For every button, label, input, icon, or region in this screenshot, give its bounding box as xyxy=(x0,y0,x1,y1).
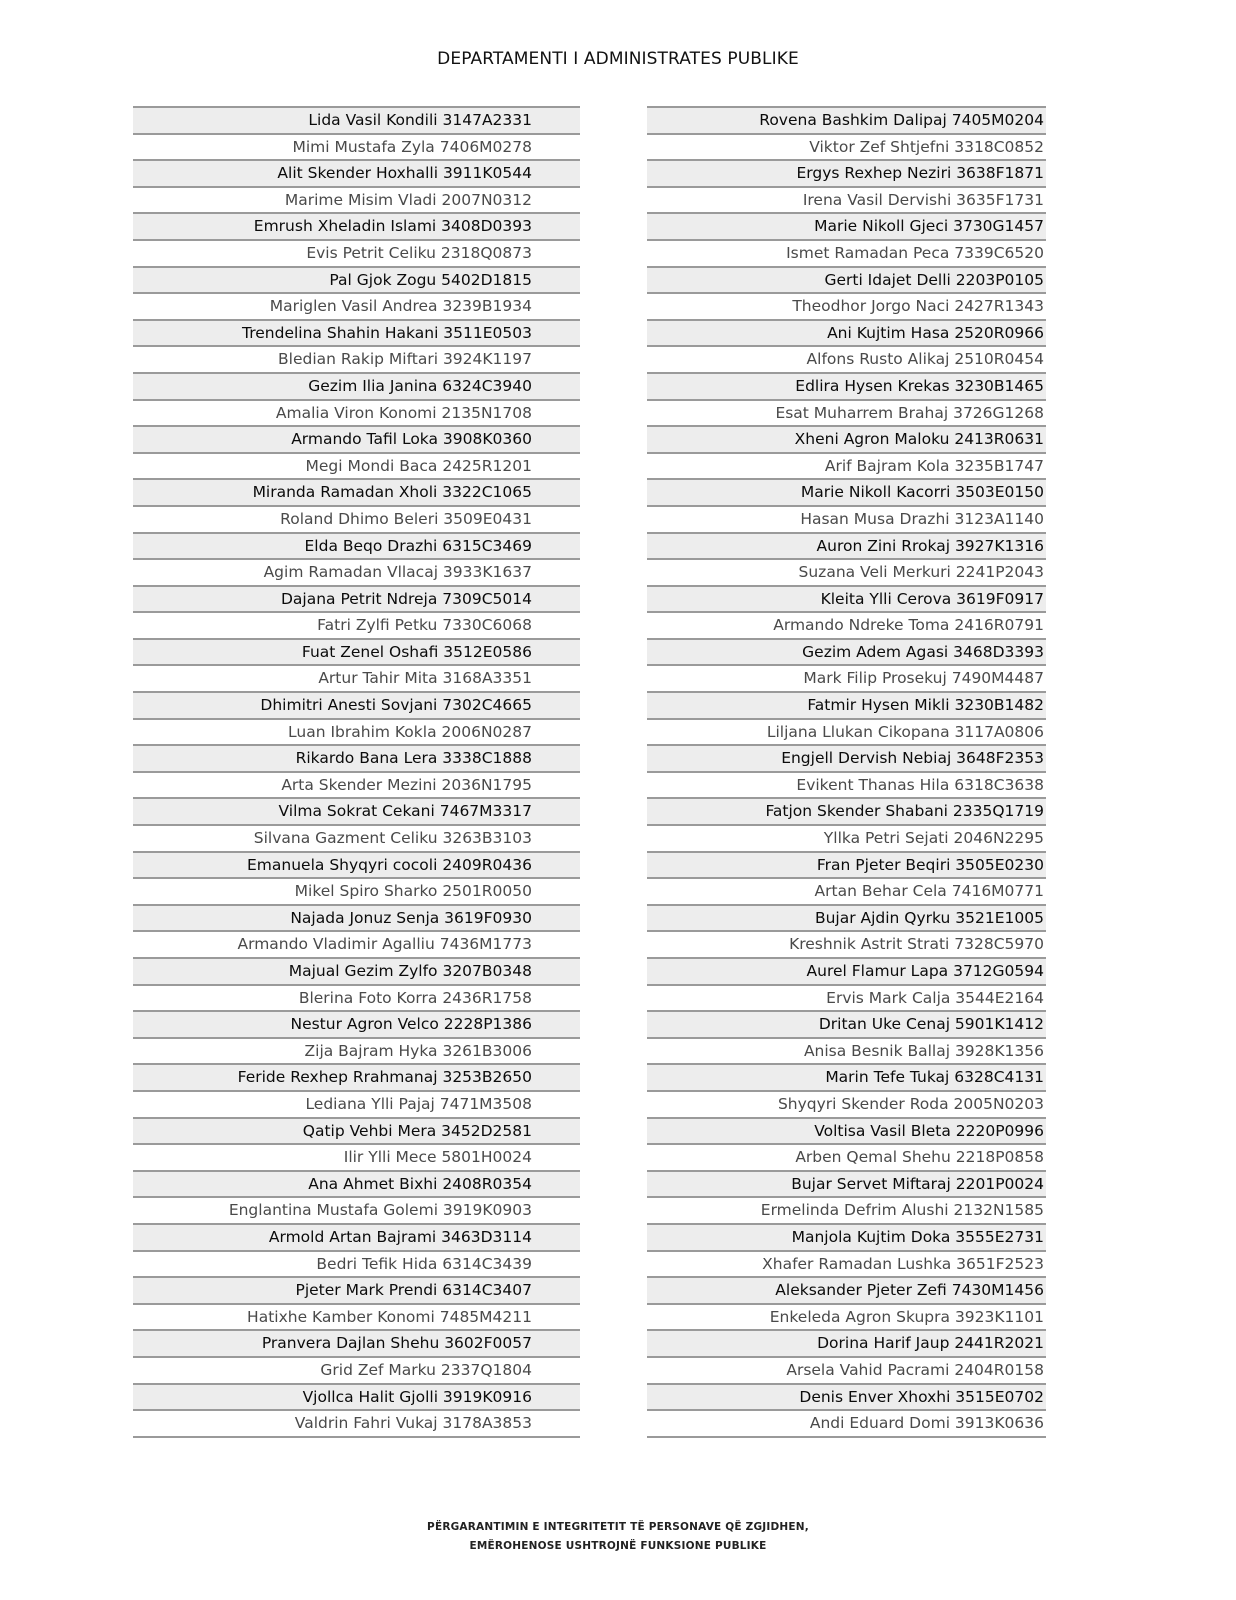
list-item: Theodhor Jorgo Naci 2427R1343 xyxy=(647,294,1046,321)
list-item: Alit Skender Hoxhalli 3911K0544 xyxy=(133,161,580,188)
list-item: Irena Vasil Dervishi 3635F1731 xyxy=(647,188,1046,215)
list-item: Emrush Xheladin Islami 3408D0393 xyxy=(133,214,580,241)
list-item: Gerti Idajet Delli 2203P0105 xyxy=(647,268,1046,295)
list-item: Armold Artan Bajrami 3463D3114 xyxy=(133,1225,580,1252)
page-title: DEPARTAMENTI I ADMINISTRATES PUBLIKE xyxy=(437,49,799,69)
list-item: Fran Pjeter Beqiri 3505E0230 xyxy=(647,853,1046,880)
list-item: Liljana Llukan Cikopana 3117A0806 xyxy=(647,720,1046,747)
footer-line-2: EMËROHENOSE USHTROJNË FUNKSIONE PUBLIKE xyxy=(469,1540,767,1552)
list-item: Xhafer Ramadan Lushka 3651F2523 xyxy=(647,1252,1046,1279)
list-item: Dritan Uke Cenaj 5901K1412 xyxy=(647,1012,1046,1039)
list-item: Nestur Agron Velco 2228P1386 xyxy=(133,1012,580,1039)
list-item: Ermelinda Defrim Alushi 2132N1585 xyxy=(647,1198,1046,1225)
list-item: Roland Dhimo Beleri 3509E0431 xyxy=(133,507,580,534)
list-item: Rovena Bashkim Dalipaj 7405M0204 xyxy=(647,108,1046,135)
list-item: Arta Skender Mezini 2036N1795 xyxy=(133,773,580,800)
list-item: Zija Bajram Hyka 3261B3006 xyxy=(133,1039,580,1066)
list-item: Lediana Ylli Pajaj 7471M3508 xyxy=(133,1092,580,1119)
list-item: Arben Qemal Shehu 2218P0858 xyxy=(647,1145,1046,1172)
list-item: Fatmir Hysen Mikli 3230B1482 xyxy=(647,693,1046,720)
list-item: Bujar Servet Miftaraj 2201P0024 xyxy=(647,1172,1046,1199)
list-item: Dorina Harif Jaup 2441R2021 xyxy=(647,1331,1046,1358)
list-item: Viktor Zef Shtjefni 3318C0852 xyxy=(647,135,1046,162)
list-item: Lida Vasil Kondili 3147A2331 xyxy=(133,108,580,135)
list-item: Fatri Zylfi Petku 7330C6068 xyxy=(133,613,580,640)
list-item: Alfons Rusto Alikaj 2510R0454 xyxy=(647,347,1046,374)
list-item: Kleita Ylli Cerova 3619F0917 xyxy=(647,587,1046,614)
list-item: Aleksander Pjeter Zefi 7430M1456 xyxy=(647,1278,1046,1305)
left-name-list xyxy=(133,106,580,1438)
list-item: Marie Nikoll Kacorri 3503E0150 xyxy=(647,480,1046,507)
right-name-list xyxy=(647,106,1046,1438)
list-item: Artan Behar Cela 7416M0771 xyxy=(647,879,1046,906)
list-item: Dhimitri Anesti Sovjani 7302C4665 xyxy=(133,693,580,720)
list-item: Majual Gezim Zylfo 3207B0348 xyxy=(133,959,580,986)
list-item: Esat Muharrem Brahaj 3726G1268 xyxy=(647,401,1046,428)
list-item: Pjeter Mark Prendi 6314C3407 xyxy=(133,1278,580,1305)
list-item: Ana Ahmet Bixhi 2408R0354 xyxy=(133,1172,580,1199)
list-item: Xheni Agron Maloku 2413R0631 xyxy=(647,427,1046,454)
list-item: Trendelina Shahin Hakani 3511E0503 xyxy=(133,321,580,348)
list-item: Bujar Ajdin Qyrku 3521E1005 xyxy=(647,906,1046,933)
list-item: Ergys Rexhep Neziri 3638F1871 xyxy=(647,161,1046,188)
list-item: Miranda Ramadan Xholi 3322C1065 xyxy=(133,480,580,507)
list-item: Feride Rexhep Rrahmanaj 3253B2650 xyxy=(133,1065,580,1092)
list-item: Luan Ibrahim Kokla 2006N0287 xyxy=(133,720,580,747)
list-item: Qatip Vehbi Mera 3452D2581 xyxy=(133,1119,580,1146)
list-item: Ismet Ramadan Peca 7339C6520 xyxy=(647,241,1046,268)
list-item: Fuat Zenel Oshafi 3512E0586 xyxy=(133,640,580,667)
list-item: Shyqyri Skender Roda 2005N0203 xyxy=(647,1092,1046,1119)
list-item: Andi Eduard Domi 3913K0636 xyxy=(647,1411,1046,1438)
list-item: Rikardo Bana Lera 3338C1888 xyxy=(133,746,580,773)
list-item: Bledian Rakip Miftari 3924K1197 xyxy=(133,347,580,374)
list-item: Valdrin Fahri Vukaj 3178A3853 xyxy=(133,1411,580,1438)
list-item: Marie Nikoll Gjeci 3730G1457 xyxy=(647,214,1046,241)
list-item: Edlira Hysen Krekas 3230B1465 xyxy=(647,374,1046,401)
list-item: Pranvera Dajlan Shehu 3602F0057 xyxy=(133,1331,580,1358)
list-item: Mimi Mustafa Zyla 7406M0278 xyxy=(133,135,580,162)
list-item: Englantina Mustafa Golemi 3919K0903 xyxy=(133,1198,580,1225)
list-item: Gezim Ilia Janina 6324C3940 xyxy=(133,374,580,401)
list-item: Megi Mondi Baca 2425R1201 xyxy=(133,454,580,481)
list-item: Denis Enver Xhoxhi 3515E0702 xyxy=(647,1385,1046,1412)
list-item: Aurel Flamur Lapa 3712G0594 xyxy=(647,959,1046,986)
list-item: Armando Tafil Loka 3908K0360 xyxy=(133,427,580,454)
list-item: Yllka Petri Sejati 2046N2295 xyxy=(647,826,1046,853)
list-item: Bedri Tefik Hida 6314C3439 xyxy=(133,1252,580,1279)
list-item: Ani Kujtim Hasa 2520R0966 xyxy=(647,321,1046,348)
footer xyxy=(0,1518,1236,1556)
list-item: Hatixhe Kamber Konomi 7485M4211 xyxy=(133,1305,580,1332)
list-item: Auron Zini Rrokaj 3927K1316 xyxy=(647,534,1046,561)
list-item: Arsela Vahid Pacrami 2404R0158 xyxy=(647,1358,1046,1385)
list-item: Hasan Musa Drazhi 3123A1140 xyxy=(647,507,1046,534)
list-item: Pal Gjok Zogu 5402D1815 xyxy=(133,268,580,295)
list-item: Marin Tefe Tukaj 6328C4131 xyxy=(647,1065,1046,1092)
list-item: Elda Beqo Drazhi 6315C3469 xyxy=(133,534,580,561)
list-item: Ervis Mark Calja 3544E2164 xyxy=(647,986,1046,1013)
list-item: Amalia Viron Konomi 2135N1708 xyxy=(133,401,580,428)
list-item: Arif Bajram Kola 3235B1747 xyxy=(647,454,1046,481)
list-item: Kreshnik Astrit Strati 7328C5970 xyxy=(647,932,1046,959)
list-item: Mikel Spiro Sharko 2501R0050 xyxy=(133,879,580,906)
list-item: Mariglen Vasil Andrea 3239B1934 xyxy=(133,294,580,321)
list-item: Blerina Foto Korra 2436R1758 xyxy=(133,986,580,1013)
list-item: Anisa Besnik Ballaj 3928K1356 xyxy=(647,1039,1046,1066)
list-item: Vjollca Halit Gjolli 3919K0916 xyxy=(133,1385,580,1412)
list-item: Armando Ndreke Toma 2416R0791 xyxy=(647,613,1046,640)
list-item: Enkeleda Agron Skupra 3923K1101 xyxy=(647,1305,1046,1332)
list-item: Gezim Adem Agasi 3468D3393 xyxy=(647,640,1046,667)
list-item: Grid Zef Marku 2337Q1804 xyxy=(133,1358,580,1385)
list-item: Emanuela Shyqyri cocoli 2409R0436 xyxy=(133,853,580,880)
list-item: Engjell Dervish Nebiaj 3648F2353 xyxy=(647,746,1046,773)
list-item: Najada Jonuz Senja 3619F0930 xyxy=(133,906,580,933)
list-item: Armando Vladimir Agalliu 7436M1773 xyxy=(133,932,580,959)
list-item: Marime Misim Vladi 2007N0312 xyxy=(133,188,580,215)
list-item: Suzana Veli Merkuri 2241P2043 xyxy=(647,560,1046,587)
list-item: Voltisa Vasil Bleta 2220P0996 xyxy=(647,1119,1046,1146)
list-item: Evikent Thanas Hila 6318C3638 xyxy=(647,773,1046,800)
list-item: Vilma Sokrat Cekani 7467M3317 xyxy=(133,799,580,826)
list-item: Fatjon Skender Shabani 2335Q1719 xyxy=(647,799,1046,826)
list-item: Agim Ramadan Vllacaj 3933K1637 xyxy=(133,560,580,587)
footer-line-1: PËRGARANTIMIN E INTEGRITETIT TË PERSONAVE QË ZGJIDHEN, xyxy=(427,1521,809,1533)
list-item: Evis Petrit Celiku 2318Q0873 xyxy=(133,241,580,268)
list-item: Mark Filip Prosekuj 7490M4487 xyxy=(647,666,1046,693)
list-item: Manjola Kujtim Doka 3555E2731 xyxy=(647,1225,1046,1252)
list-item: Dajana Petrit Ndreja 7309C5014 xyxy=(133,587,580,614)
list-item: Ilir Ylli Mece 5801H0024 xyxy=(133,1145,580,1172)
list-item: Silvana Gazment Celiku 3263B3103 xyxy=(133,826,580,853)
list-item: Artur Tahir Mita 3168A3351 xyxy=(133,666,580,693)
